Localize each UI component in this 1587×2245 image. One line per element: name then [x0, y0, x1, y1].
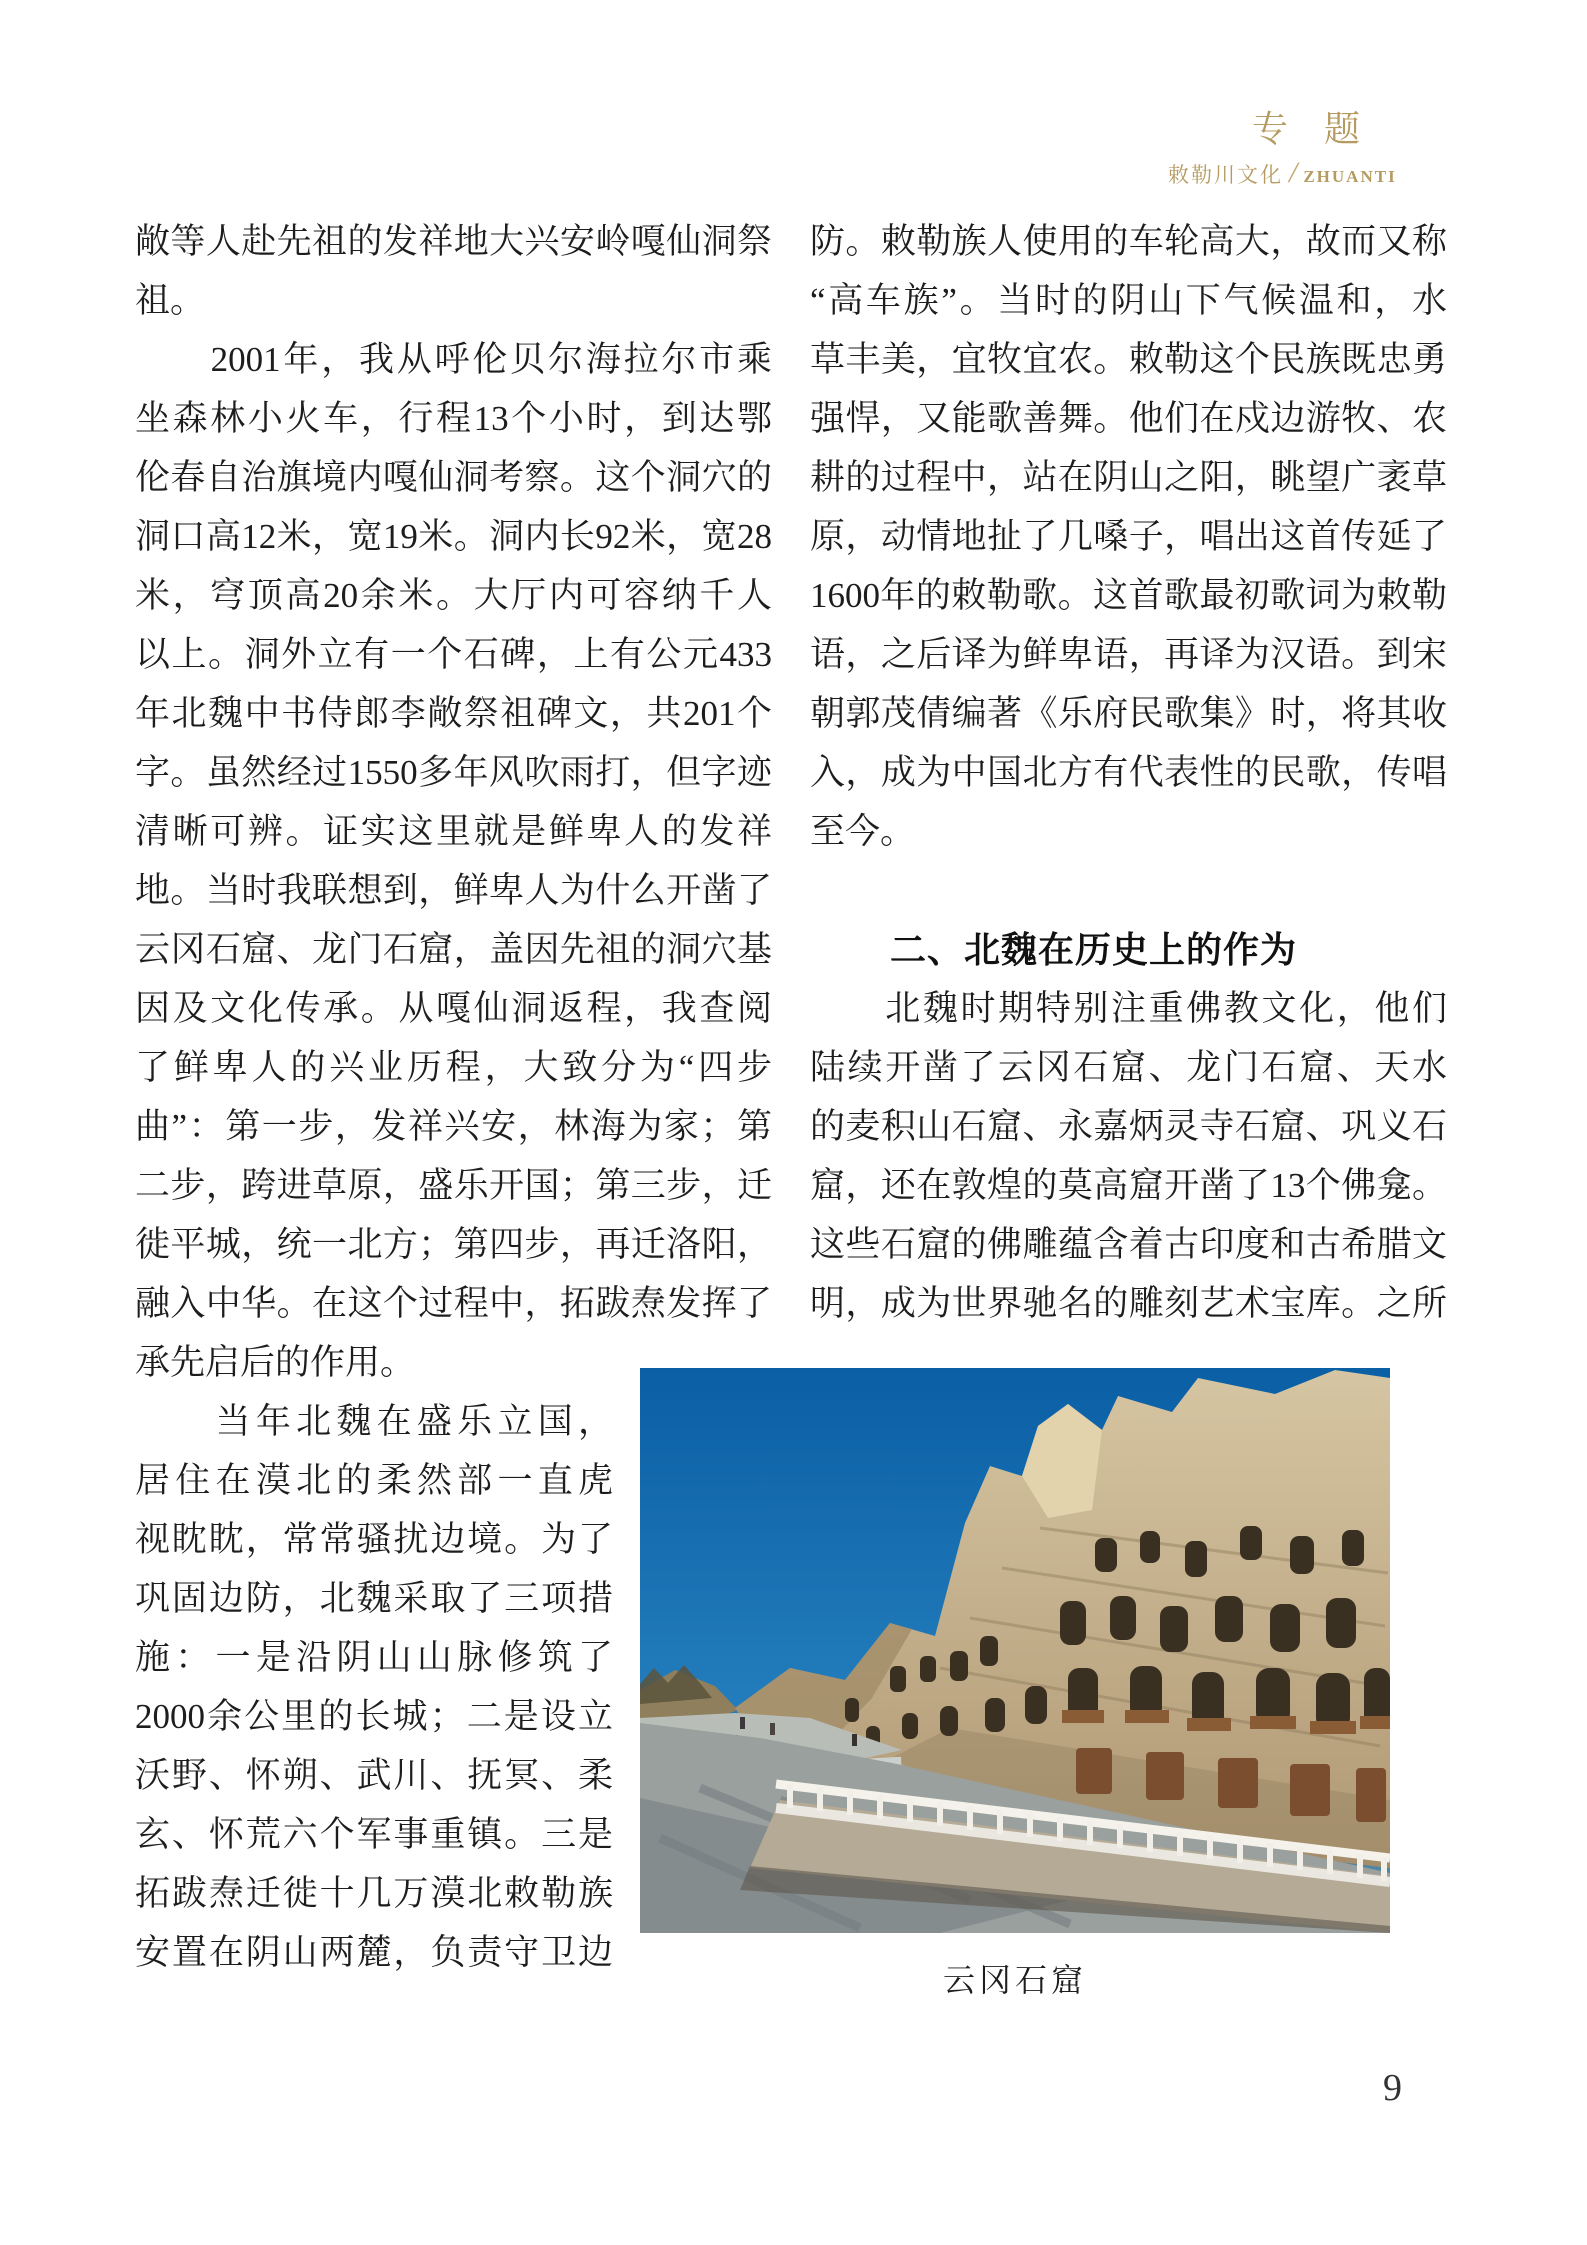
text-line: 拓跋焘迁徙十几万漠北敕勒族: [135, 1874, 613, 1913]
text-line: 施：一是沿阴山山脉修筑了: [135, 1638, 613, 1677]
text-line: 2000余公里的长城；二是设立: [135, 1697, 613, 1736]
text-line: 洞口高12米，宽19米。洞内长92米，宽28: [135, 517, 772, 556]
page-number: 9: [1383, 2067, 1402, 2109]
text-line: 以上。洞外立有一个石碑，上有公元433: [135, 635, 772, 674]
page-header: [1168, 108, 1397, 189]
text-line: 的麦积山石窟、永嘉炳灵寺石窟、巩义石: [810, 1107, 1447, 1146]
text-line: 巩固边防，北魏采取了三项措: [135, 1579, 613, 1618]
text-line: 伦春自治旗境内嘎仙洞考察。这个洞穴的: [135, 458, 772, 497]
text-line: 原，动情地扯了几嗓子，唱出这首传延了: [810, 517, 1447, 556]
text-line: 敞等人赴先祖的发祥地大兴安岭嘎仙洞祭: [135, 222, 772, 261]
text-line: 明，成为世界驰名的雕刻艺术宝库。之所: [810, 1284, 1447, 1323]
blank-line: [810, 861, 1447, 920]
text-line: 曲”：第一步，发祥兴安，林海为家；第: [135, 1107, 772, 1146]
text-line: 地。当时我联想到，鲜卑人为什么开凿了: [135, 871, 772, 910]
text-line: 防。敕勒族人使用的车轮高大，故而又称: [810, 222, 1447, 261]
section-heading: 二、北魏在历史上的作为: [890, 929, 1298, 970]
text-line: 徙平城，统一北方；第四步，再迁洛阳，: [135, 1225, 772, 1264]
photo-caption: 云冈石窟: [942, 1962, 1087, 1998]
text-line: 1600年的敕勒歌。这首歌最初歌词为敕勒: [810, 576, 1447, 615]
text-line: 视眈眈，常常骚扰边境。为了: [135, 1520, 613, 1559]
text-line: 居住在漠北的柔然部一直虎: [135, 1461, 613, 1500]
right-column: [810, 212, 1447, 1333]
text-line: 陆续开凿了云冈石窟、龙门石窟、天水: [810, 1048, 1447, 1087]
section-subtitle: [1168, 158, 1397, 193]
text-line: 2001年，我从呼伦贝尔海拉尔市乘: [135, 340, 772, 379]
text-line: 安置在阴山两麓，负责守卫边: [135, 1933, 613, 1972]
text-line: 米，穹顶高20余米。大厅内可容纳千人: [135, 576, 772, 615]
text-line: 耕的过程中，站在阴山之阳，眺望广袤草: [810, 458, 1447, 497]
text-line: “高车族”。当时的阴山下气候温和，水: [810, 281, 1447, 320]
yungang-photo: [640, 1368, 1390, 1933]
text-line: 语，之后译为鲜卑语，再译为汉语。到宋: [810, 635, 1447, 674]
text-line: 朝郭茂倩编著《乐府民歌集》时，将其收: [810, 694, 1447, 733]
text-line: 坐森林小火车，行程13个小时，到达鄂: [135, 399, 772, 438]
text-line: 祖。: [135, 281, 206, 320]
section-title: 专题: [1252, 109, 1397, 149]
text-line: 清晰可辨。证实这里就是鲜卑人的发祥: [135, 812, 772, 851]
text-line: 北魏时期特别注重佛教文化，他们: [810, 989, 1447, 1028]
text-line: 强悍，又能歌善舞。他们在戍边游牧、农: [810, 399, 1447, 438]
text-line: 当年北魏在盛乐立国，: [135, 1402, 613, 1441]
text-line: 因及文化传承。从嘎仙洞返程，我查阅: [135, 989, 772, 1028]
subtitle-chinese: 敕勒川文化: [1168, 163, 1283, 187]
text-line: 草丰美，宜牧宜农。敕勒这个民族既忠勇: [810, 340, 1447, 379]
text-line: 年北魏中书侍郎李敞祭祖碑文，共201个: [135, 694, 772, 733]
text-line: 玄、怀荒六个军事重镇。三是: [135, 1815, 613, 1854]
text-line: 融入中华。在这个过程中，拓跋焘发挥了: [135, 1284, 772, 1323]
text-line: 这些石窟的佛雕蕴含着古印度和古希腊文: [810, 1225, 1447, 1264]
yungang-photo-figure: [640, 1368, 1390, 2001]
text-line: 至今。: [810, 812, 916, 851]
text-line: 承先启后的作用。: [135, 1343, 416, 1382]
text-line: 沃野、怀朔、武川、抚冥、柔: [135, 1756, 613, 1795]
text-line: 了鲜卑人的兴业历程，大致分为“四步: [135, 1048, 772, 1087]
subtitle-english: ZHUANTI: [1303, 167, 1397, 186]
subtitle-slash: /: [1289, 156, 1298, 189]
text-line: 窟，还在敦煌的莫高窟开凿了13个佛龛。: [810, 1166, 1447, 1205]
text-line: 字。虽然经过1550多年风吹雨打，但字迹: [135, 753, 772, 792]
text-line: 二步，跨进草原，盛乐开国；第三步，迁: [135, 1166, 772, 1205]
text-line: 入，成为中国北方有代表性的民歌，传唱: [810, 753, 1447, 792]
text-line: 云冈石窟、龙门石窟，盖因先祖的洞穴基: [135, 930, 772, 969]
